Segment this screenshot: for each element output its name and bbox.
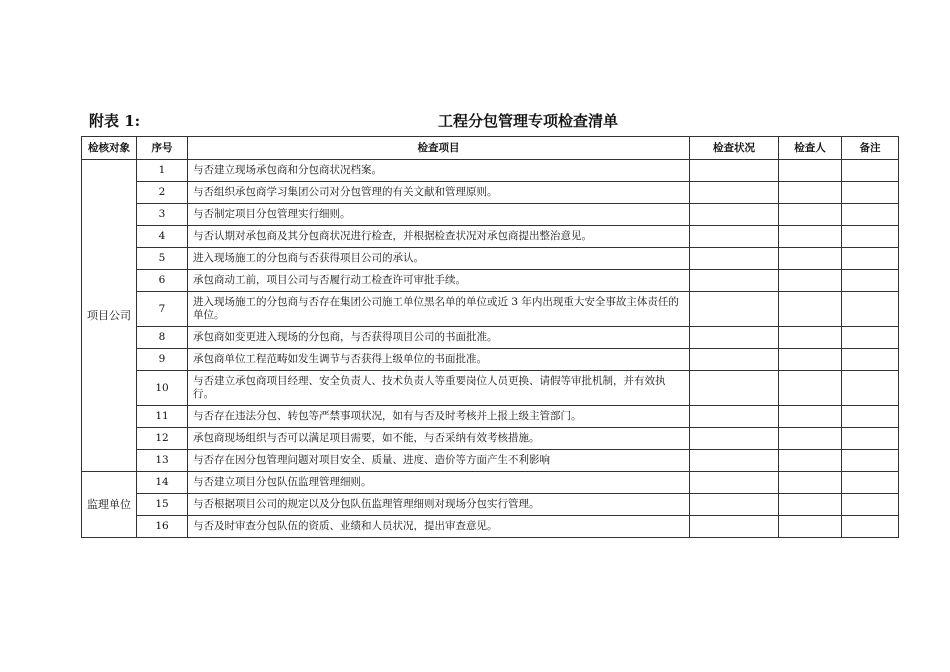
table-header-row [82, 137, 899, 160]
inspector-cell [779, 406, 842, 428]
column-header-check-item: 检查项目 [188, 137, 690, 160]
remarks-cell [842, 371, 899, 406]
row-number-cell: 13 [137, 450, 188, 472]
column-header-number: 序号 [137, 137, 188, 160]
inspector-cell [779, 270, 842, 292]
check-item-cell: 与否建立项目分包队伍监理管理细则。 [188, 472, 690, 494]
column-header-inspector: 检查人 [779, 137, 842, 160]
check-item-cell: 承包商单位工程范畴如发生调节与否获得上级单位的书面批准。 [188, 349, 690, 371]
row-number-cell: 16 [137, 516, 188, 538]
table-row [82, 428, 899, 450]
check-status-cell [690, 270, 779, 292]
remarks-cell [842, 226, 899, 248]
table-row [82, 248, 899, 270]
remarks-cell [842, 270, 899, 292]
table-row [82, 371, 899, 406]
table-row [82, 204, 899, 226]
check-status-cell [690, 204, 779, 226]
remarks-cell [842, 204, 899, 226]
check-status-cell [690, 248, 779, 270]
row-number-cell: 6 [137, 270, 188, 292]
appendix-label: 附表 1: [89, 112, 141, 130]
check-status-cell [690, 406, 779, 428]
inspector-cell [779, 472, 842, 494]
group-cell: 监理单位 [82, 472, 137, 538]
check-item-cell: 与否建立现场承包商和分包商状况档案。 [188, 160, 690, 182]
table-row [82, 327, 899, 349]
check-status-cell [690, 226, 779, 248]
check-item-cell: 与否组织承包商学习集团公司对分包管理的有关文献和管理原则。 [188, 182, 690, 204]
document-header [89, 110, 897, 136]
check-item-cell: 承包商现场组织与否可以满足项目需要，如不能，与否采纳有效考核措施。 [188, 428, 690, 450]
remarks-cell [842, 406, 899, 428]
check-item-cell: 与否存在因分包管理问题对项目安全、质量、进度、造价等方面产生不利影响 [188, 450, 690, 472]
table-row [82, 182, 899, 204]
table-row [82, 270, 899, 292]
remarks-cell [842, 160, 899, 182]
check-status-cell [690, 450, 779, 472]
checklist-table [81, 136, 899, 538]
inspector-cell [779, 248, 842, 270]
inspector-cell [779, 226, 842, 248]
check-item-cell: 承包商如变更进入现场的分包商，与否获得项目公司的书面批准。 [188, 327, 690, 349]
inspector-cell [779, 428, 842, 450]
row-number-cell: 10 [137, 371, 188, 406]
column-header-check-status: 检查状况 [690, 137, 779, 160]
inspector-cell [779, 204, 842, 226]
row-number-cell: 5 [137, 248, 188, 270]
table-body [82, 160, 899, 538]
row-number-cell: 9 [137, 349, 188, 371]
remarks-cell [842, 327, 899, 349]
inspector-cell [779, 494, 842, 516]
remarks-cell [842, 248, 899, 270]
row-number-cell: 11 [137, 406, 188, 428]
inspector-cell [779, 371, 842, 406]
row-number-cell: 7 [137, 292, 188, 327]
remarks-cell [842, 292, 899, 327]
inspector-cell [779, 292, 842, 327]
check-item-cell: 与否及时审查分包队伍的资质、业绩和人员状况，提出审查意见。 [188, 516, 690, 538]
check-item-cell: 承包商动工前，项目公司与否履行动工检查许可审批手续。 [188, 270, 690, 292]
column-header-target: 检核对象 [82, 137, 137, 160]
check-status-cell [690, 327, 779, 349]
check-item-cell: 进入现场施工的分包商与否获得项目公司的承认。 [188, 248, 690, 270]
table-row [82, 472, 899, 494]
table-row [82, 349, 899, 371]
remarks-cell [842, 472, 899, 494]
remarks-cell [842, 494, 899, 516]
table-row [82, 160, 899, 182]
table-row [82, 226, 899, 248]
check-item-cell: 与否制定项目分包管理实行细则。 [188, 204, 690, 226]
table-row [82, 516, 899, 538]
document-title: 工程分包管理专项检查清单 [437, 112, 618, 130]
row-number-cell: 14 [137, 472, 188, 494]
check-status-cell [690, 182, 779, 204]
table-row [82, 494, 899, 516]
inspector-cell [779, 327, 842, 349]
inspector-cell [779, 349, 842, 371]
remarks-cell [842, 349, 899, 371]
check-status-cell [690, 494, 779, 516]
inspector-cell [779, 182, 842, 204]
row-number-cell: 8 [137, 327, 188, 349]
table-row [82, 292, 899, 327]
row-number-cell: 4 [137, 226, 188, 248]
check-status-cell [690, 428, 779, 450]
remarks-cell [842, 450, 899, 472]
check-status-cell [690, 516, 779, 538]
check-item-cell: 与否存在违法分包、转包等严禁事项状况，如有与否及时考核并上报上级主管部门。 [188, 406, 690, 428]
inspector-cell [779, 516, 842, 538]
table-row [82, 406, 899, 428]
table-row [82, 450, 899, 472]
remarks-cell [842, 182, 899, 204]
check-item-cell: 与否认期对承包商及其分包商状况进行检查，并根据检查状况对承包商提出整治意见。 [188, 226, 690, 248]
column-header-remarks: 备注 [842, 137, 899, 160]
check-item-cell: 与否建立承包商项目经理、安全负责人、技术负责人等重要岗位人员更换、请假等审批机制，并有效执行。 [188, 371, 690, 406]
check-item-cell: 进入现场施工的分包商与否存在集团公司施工单位黑名单的单位或近 3 年内出现重大安全事故主体责任的单位。 [188, 292, 690, 327]
check-item-cell: 与否根据项目公司的规定以及分包队伍监理管理细则对现场分包实行管理。 [188, 494, 690, 516]
row-number-cell: 15 [137, 494, 188, 516]
check-status-cell [690, 371, 779, 406]
remarks-cell [842, 516, 899, 538]
row-number-cell: 12 [137, 428, 188, 450]
check-status-cell [690, 292, 779, 327]
check-status-cell [690, 349, 779, 371]
row-number-cell: 1 [137, 160, 188, 182]
inspector-cell [779, 160, 842, 182]
remarks-cell [842, 428, 899, 450]
group-cell: 项目公司 [82, 160, 137, 472]
check-status-cell [690, 472, 779, 494]
row-number-cell: 2 [137, 182, 188, 204]
row-number-cell: 3 [137, 204, 188, 226]
inspector-cell [779, 450, 842, 472]
check-status-cell [690, 160, 779, 182]
